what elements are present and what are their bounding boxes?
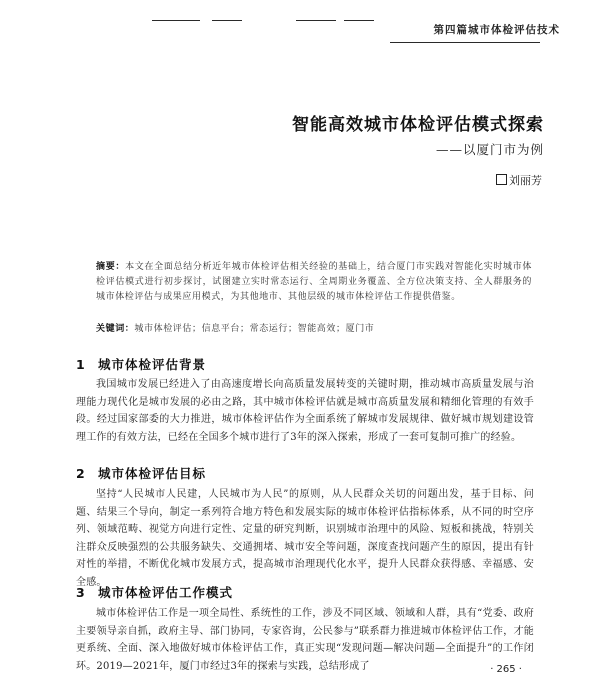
header-rule-left-1: [152, 20, 200, 21]
running-header: [40, 22, 560, 37]
header-rule-right: [390, 42, 540, 43]
section-body-1: 我国城市发展已经进入了由高速度增长向高质量发展转变的关键时期，推动城市高质量发展与治理能力现代化是城市发展的必由之路，其中城市体检评估就是城市高质量发展和精细化管理的有效手段。经过国家部委的大力推进，城市体检评估作为全面系统了解城市发展规律、做好城市规划建设管理工作的有效方法，已经在全国多个城市进行了3年的深入探索，形成了一套可复制可推广的经验。: [76, 379, 534, 443]
keywords-label: 关键词：: [96, 324, 135, 334]
page-number: · 265 ·: [490, 664, 522, 675]
article-title: 智能高效城市体检评估模式探索: [292, 115, 544, 135]
section-body-3: 城市体检评估工作是一项全局性、系统性的工作，涉及不同区域、领域和人群，具有“党委、政府主要领导亲自抓，政府主导、部门协同，专家咨询，公民参与”联系群力推进城市体检评估工作，才能更系统、全面、深入地做好城市体检评估工作，真正实现“发现问题—解决问题—全面提升”的工作闭环。2019—2021年，厦门市经过3年的探索与实践，总结形成了: [76, 608, 534, 672]
section-heading-3: [76, 583, 233, 601]
abstract-label: 摘要：: [96, 262, 126, 272]
author-box-icon: [496, 174, 507, 185]
section-title: 城市体检评估目标: [98, 466, 207, 481]
section-body-2: 坚持“人民城市人民建，人民城市为人民”的原则，从人民群众关切的问题出发，基于目标、问题、结果三个导向，制定一系列符合地方特色和发展实际的城市体检评估指标体系，从不同的时空序列、领域范畴、视觉方向进行定性、定量的研究判断，识别城市治理中的风险、短板和挑战，特别关注群众反映强烈的公共服务缺失、交通拥堵、城市安全等问题，深度查找问题产生的原因，提出有针对性的举措，不断优化城市发展方式，提高城市治理现代化水平，提升人民群众获得感、幸福感、安全感。: [76, 489, 534, 588]
section-heading-1: [76, 355, 206, 373]
keywords: [96, 322, 532, 337]
keywords-text: 城市体检评估；信息平台；常态运行；智能高效；厦门市: [134, 324, 375, 334]
running-header-part: 第四篇: [433, 24, 468, 36]
section-title: 城市体检评估背景: [98, 357, 207, 372]
running-header-section: 城市体检评估技术: [468, 24, 560, 36]
article-author: [496, 172, 542, 188]
header-rule-left-2: [212, 20, 242, 21]
header-rule-left-3: [296, 20, 336, 21]
section-number: 1: [76, 357, 86, 372]
section-number: 3: [76, 585, 86, 600]
section-heading-2: [76, 464, 206, 482]
abstract-text: 本文在全面总结分析近年城市体检评估相关经验的基础上，结合厦门市实践对智能化实时城市体检评估模式进行初步探讨，试图建立实时常态运行、全周期业务覆盖、全方位决策支持、全人群服务的城市体检评估与成果应用模式，为其他地市、其他层级的城市体检评估工作提供借鉴。: [96, 262, 532, 302]
header-rule-left-4: [344, 20, 374, 21]
section-title: 城市体检评估工作模式: [98, 585, 234, 600]
abstract: [96, 260, 532, 305]
article-subtitle: ——以厦门市为例: [435, 142, 544, 157]
section-number: 2: [76, 466, 86, 481]
author-name: 刘丽芳: [509, 174, 542, 187]
